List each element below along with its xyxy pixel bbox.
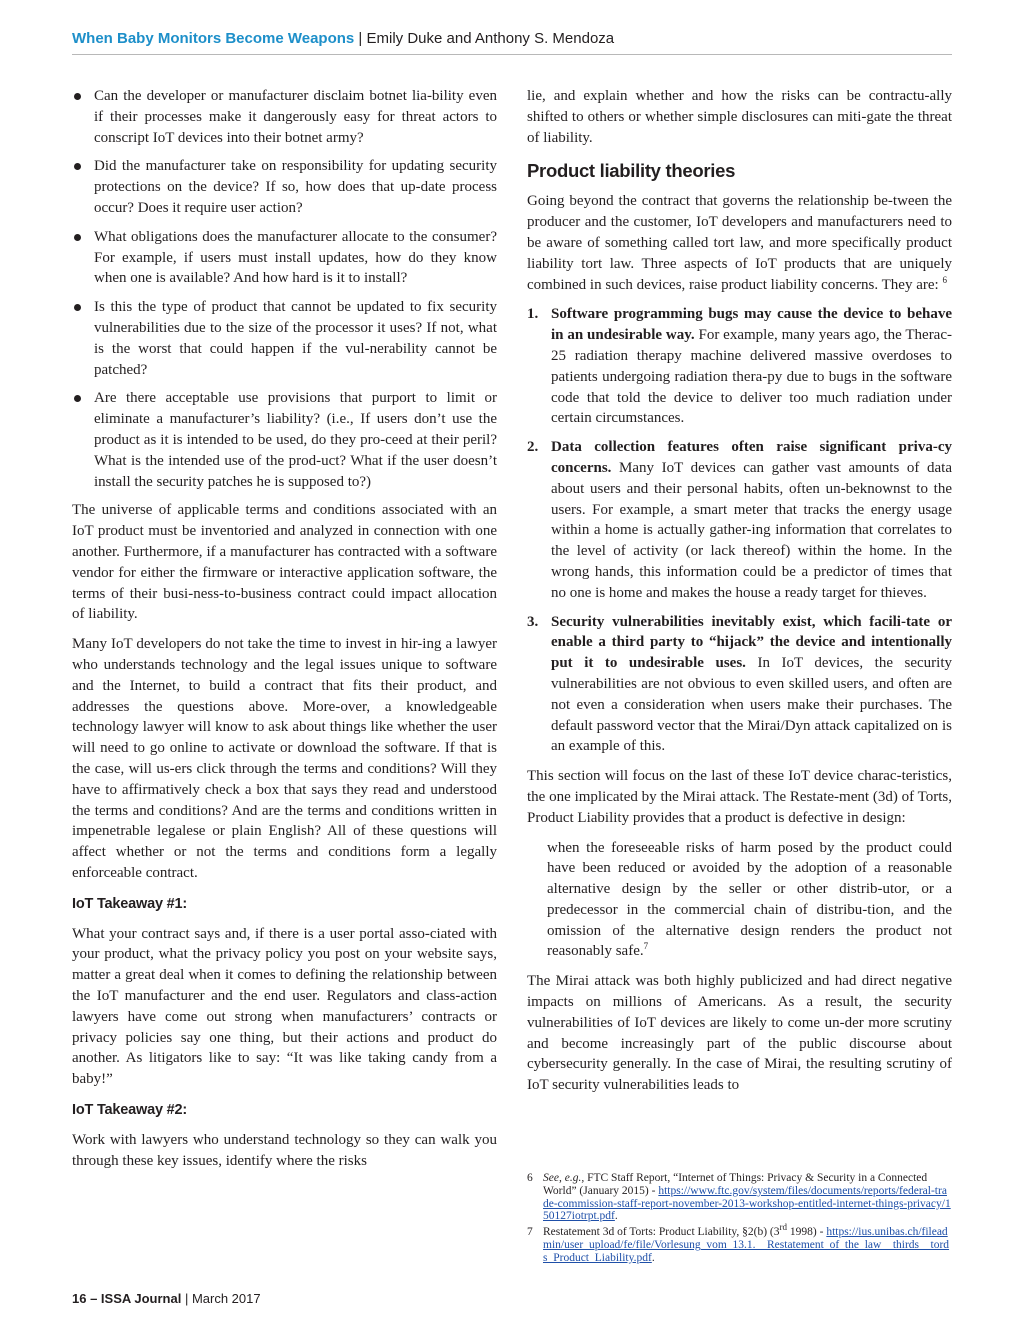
paragraph-mirai: The Mirai attack was both highly publicized and had direct negative impacts on millions of Americans. As a result, the security vulnerabilities of IoT devices are likely to come un-der more scrutiny and become increasingly part of the public discourse about cybersecurity generally. In the case of Mirai, the resulting scrutiny of IoT security vulnerabilities leads to — [527, 973, 952, 1094]
item-number: 2. — [527, 439, 539, 456]
left-column — [72, 86, 497, 1181]
item-lead: Security vulnerabilities inevitably exist, which facili-tate or enable a third party to “hijack” the device and intentionally put it to undesirable uses. — [551, 613, 952, 672]
quote-text: when the foreseeable risks of harm posed by the product could have been reduced or avoided by the adoption of a reasonable alternative design by the seller or other distrib-utor, or a predecessor in the commercial chain of distribu-tion, and the omission of the alternative design renders the product not reasonably safe. — [547, 839, 952, 960]
item-number: 3. — [527, 613, 539, 630]
paragraph-focus: This section will focus on the last of these IoT device charac-teristics, the one implicated by the Mirai attack. The Restate-ment (3d) of Torts, Product Liability provides that a product is defective in design: — [527, 768, 952, 826]
item-text: In IoT devices, the security vulnerabilities are not obvious to even skilled users, and often are not even a consideration when users make their purchases. The default password vector that the Mirai/Dyn attack capitalized on is an example of this. — [551, 655, 953, 755]
list-item: Can the developer or manufacturer disclaim botnet lia-bility even if their processes make it dangerously easy for threat actors to conscript IoT devices into their botnet army? — [72, 86, 497, 148]
takeaway-2-text: Work with lawyers who understand technology so they can walk you through these key issues, identify where the risks — [72, 1132, 497, 1169]
header-separator: | — [354, 30, 367, 47]
list-item — [527, 304, 952, 429]
paragraph-hiring-lawyer: Many IoT developers do not take the time to invest in hir-ing a lawyer who understands technology and the legal issues unique to software and the Internet, to build a contract that fits their product, and addresses the questions above. More-over, a knowledgeable technology lawyer will know to ask about things like whether the user will need to go online to activate or download the software. If that is the case, will us-ers click through the terms and conditions? Will they have to affirmatively check a box that says they read and understood the terms and conditions? And are the terms and conditions written in impenetrable legalese or plain English? All of these questions will affect whether or not the terms and conditions form a legally enforceable contract. — [72, 636, 497, 881]
page-number: 16 – ISSA Journal — [72, 1291, 182, 1306]
takeaway-1-heading: IoT Takeaway #1: — [72, 895, 188, 912]
list-item — [527, 437, 952, 603]
item-text: For example, many years ago, the Therac-25 radiation therapy machine delivered massive overdoses to patients undergoing radiation thera-py due to bugs in the software code that told the device to deliver too much radiation under certain circumstances. — [551, 327, 952, 427]
article-title: When Baby Monitors Become Weapons — [72, 30, 355, 47]
footnote-text: Restatement 3d of Torts: Product Liability, §2(b) (3 — [543, 1226, 780, 1239]
item-number: 1. — [527, 306, 539, 323]
list-item: Did the manufacturer take on responsibility for updating security protections on the device? If so, how does that up-date process occur? Does it require user action? — [72, 156, 497, 218]
list-item: Is this the type of product that cannot be updated to fix security vulnerabilities due to the size of the processor it uses? If not, what is the worst that could happen if the vul-nerability cannot be patched? — [72, 297, 497, 380]
intro-text: Going beyond the contract that governs the relationship be-tween the producer and the customer, IoT developers and manufacturers need to be aware of something called tort law, and more specifically product liability tort law. Three aspects of IoT products that are uniquely combined in such devices, raise product liability concerns. They are: — [527, 193, 952, 293]
question-list — [72, 86, 497, 492]
right-column — [527, 86, 952, 1105]
item-lead: Software programming bugs may cause the device to behave in an undesirable way. — [551, 306, 952, 344]
liability-aspects-list — [527, 304, 952, 757]
paragraph-intro — [527, 191, 952, 295]
issue-date: March 2017 — [191, 1291, 261, 1306]
restatement-quote — [527, 838, 952, 963]
paragraph-continued: lie, and explain whether and how the risks can be contractu-ally shifted to others or whether simple disclosures can miti-gate the threat of liability. — [527, 88, 952, 146]
footer-separator: | — [181, 1291, 192, 1306]
item-lead: Data collection features often raise significant priva-cy concerns. — [551, 439, 952, 476]
footnote-ref-6: 6 — [942, 274, 947, 285]
footnote-number: 7 — [527, 1226, 533, 1239]
footnote-6 — [527, 1172, 952, 1223]
footnote-superscript: rd — [779, 1222, 788, 1233]
takeaway-1-text: What your contract says and, if there is a user portal asso-ciated with your product, what the privacy policy you post on your website says, matter a great deal when it comes to defining the relationship between the IoT manufacturer and the end user. Regulators and class-action lawyers have come out strong when manufacturers’ contracts or privacy policies say one thing, but their actions and product do another. As litigators like to say: “It was like taking candy from a baby!” — [72, 925, 497, 1088]
footnote-7 — [527, 1222, 952, 1264]
section-heading: Product liability theories — [527, 160, 736, 182]
item-text: Many IoT devices can gather vast amounts of data about users and their personal habits, often un-beknownst to the users. For example, a smart meter that tracks the energy usage within a home is actually gather-ing information that correlates to the level of activity (or lack thereof) within the home. In the wrong hands, this information could be a predictor of times that no one is home and makes the house a ready target for thieves. — [551, 459, 952, 601]
list-item — [527, 612, 952, 758]
footnote-text: FTC Staff Report, “Internet of Things: Privacy & Security in a Connected World” (January 2015) - — [543, 1172, 928, 1197]
footnotes — [527, 1172, 952, 1268]
footnote-end: . — [651, 1251, 655, 1264]
footnote-link[interactable]: https://ius.unibas.ch/fileadmin/user_upload/fe/file/Vorlesung_vom_13.1.__Restatement_of_the_law__thirds__tords_Product_Liability.pdf — [543, 1226, 950, 1264]
list-item: What obligations does the manufacturer allocate to the consumer? For example, if users must install updates, how do they know when one is available? And how hard is it to install? — [72, 227, 497, 289]
footnote-ref-7: 7 — [643, 941, 649, 952]
footnote-end: . — [614, 1210, 618, 1223]
footnote-link[interactable]: https://www.ftc.gov/system/files/documents/reports/federal-trade-commission-staff-report-november-2013-workshop-entitled-internet-things-privacy/150127iotrpt.pdf — [543, 1184, 951, 1223]
footnote-italic: See, e.g., — [543, 1172, 585, 1184]
footnote-number: 6 — [527, 1172, 533, 1184]
page-footer — [72, 1290, 261, 1308]
running-header — [72, 28, 952, 55]
article-authors: Emily Duke and Anthony S. Mendoza — [366, 30, 615, 47]
paragraph-terms-universe: The universe of applicable terms and conditions associated with an IoT product must be inventoried and analyzed in connection with one another. Furthermore, if a manufacturer has contracted with a software vendor for either the firmware or interactive application software, the terms of their busi-ness-to-business contract could impact allocation of liability. — [72, 502, 497, 623]
footnote-text: 1998) - — [787, 1226, 827, 1239]
takeaway-2-heading: IoT Takeaway #2: — [72, 1102, 188, 1119]
list-item: Are there acceptable use provisions that purport to limit or eliminate a manufacturer’s liability? (i.e., If users don’t use the product as it is intended to be used, do they pro-ceed at their peril? What is the intended use of the prod-uct? What if the user doesn’t install the security patches he is supposed to?) — [72, 388, 497, 492]
